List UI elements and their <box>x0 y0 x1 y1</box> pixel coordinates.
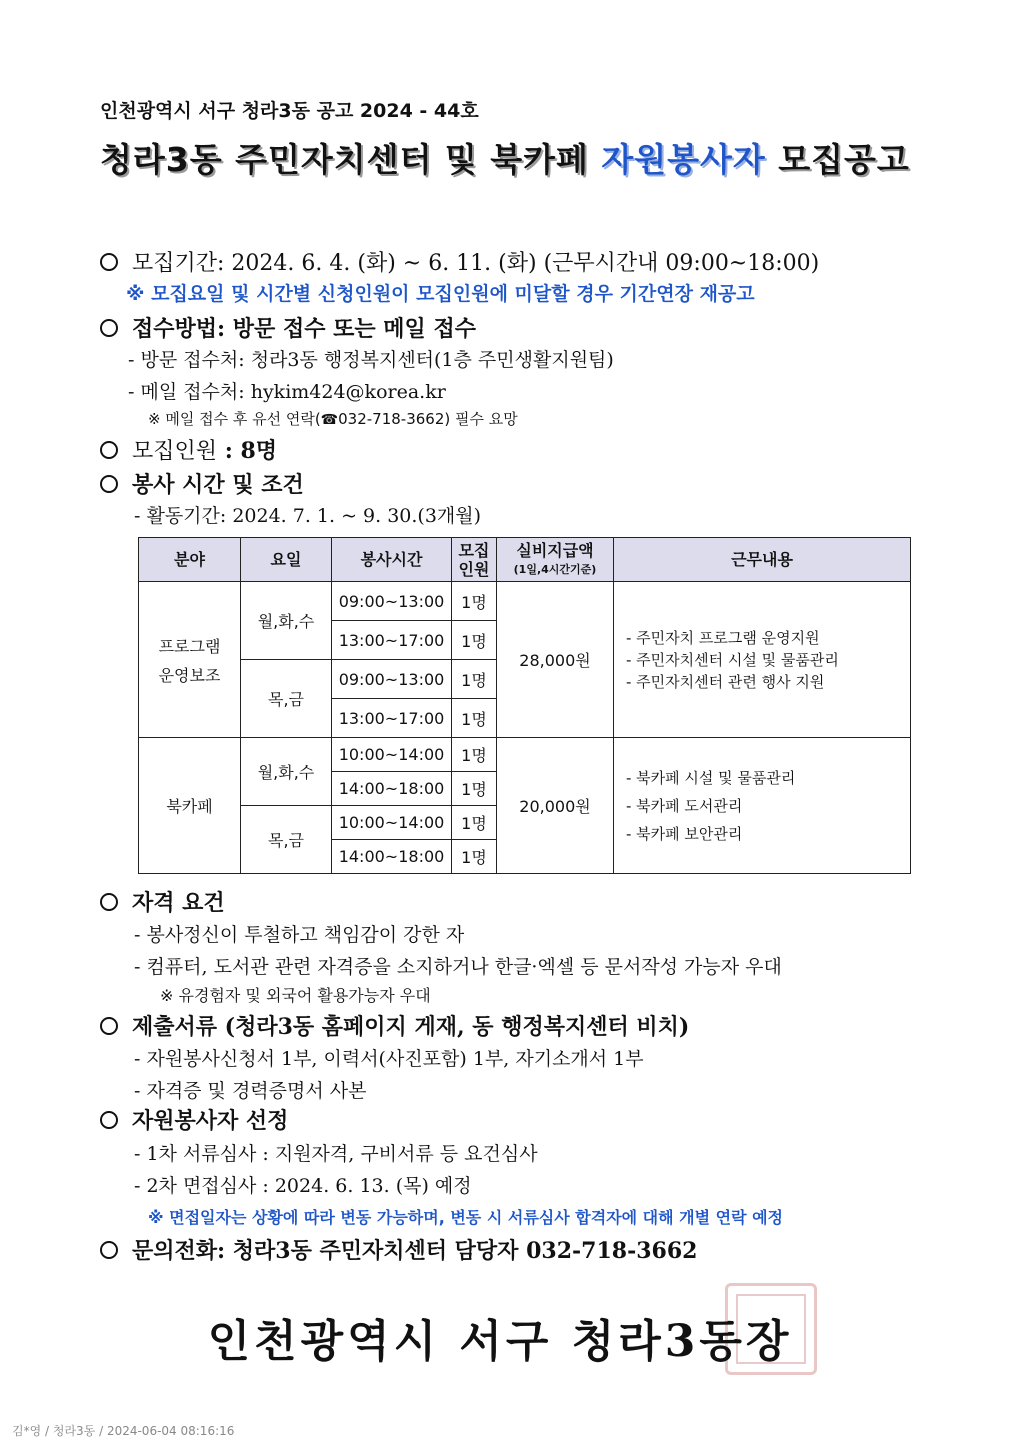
count-cell: 1명 <box>452 660 497 699</box>
count-cell: 1명 <box>452 699 497 738</box>
time-cell: 14:00~18:00 <box>332 840 452 874</box>
print-footer: 김*영 / 청라3동 / 2024-06-04 08:16:16 <box>12 1424 235 1438</box>
header-count-line2: 인원 <box>458 559 490 579</box>
count-cell: 1명 <box>452 840 497 874</box>
page-title <box>100 134 910 181</box>
qualification-item: - 컴퓨터, 도서관 관련 자격증을 소지하거나 한글·엑셀 등 문서작성 가능자 우대 <box>134 956 782 978</box>
method-visit: - 방문 접수처: 청라3동 행정복지센터(1층 주민생활지원팀) <box>128 349 614 371</box>
time-cell: 13:00~17:00 <box>332 699 452 738</box>
documents-item: - 자격증 및 경력증명서 사본 <box>134 1080 367 1102</box>
header-day: 요일 <box>241 538 332 582</box>
count-cell: 1명 <box>452 621 497 660</box>
header-duty: 근무내용 <box>614 538 911 582</box>
field-bookcafe: 북카페 <box>139 738 241 874</box>
field-program-line1: 프로그램 <box>158 636 221 656</box>
time-cell: 13:00~17:00 <box>332 621 452 660</box>
contact-heading: 문의전화: 청라3동 주민자치센터 담당자 032-718-3662 <box>132 1238 698 1264</box>
duty-item: - 주민자치센터 시설 및 물품관리 <box>626 650 839 669</box>
time-cell: 10:00~14:00 <box>332 806 452 840</box>
method-heading: 접수방법: 방문 접수 또는 메일 접수 <box>132 316 476 342</box>
schedule-table <box>138 537 911 874</box>
day-cell: 목,금 <box>241 806 332 874</box>
time-cell: 14:00~18:00 <box>332 772 452 806</box>
duty-cell <box>614 582 911 738</box>
section-selection <box>100 1104 288 1135</box>
pay-cell: 28,000원 <box>497 582 614 738</box>
circle-bullet-icon <box>100 1111 118 1129</box>
table-row <box>139 738 911 772</box>
header-pay-line2: (1일,4시간기준) <box>513 562 597 576</box>
activity-period: - 활동기간: 2024. 7. 1. ~ 9. 30.(3개월) <box>134 505 482 527</box>
field-program-line2: 운영보조 <box>158 665 221 685</box>
period-note: ※ 모집요일 및 시간별 신청인원이 모집인원에 미달할 경우 기간연장 재공고 <box>126 283 755 305</box>
time-cell: 10:00~14:00 <box>332 738 452 772</box>
circle-bullet-icon <box>100 253 118 271</box>
section-conditions <box>100 468 304 499</box>
qualification-note: ※ 유경험자 및 외국어 활용가능자 우대 <box>160 986 431 1005</box>
conditions-heading: 봉사 시간 및 조건 <box>132 472 304 498</box>
method-note <box>148 408 518 429</box>
count-cell: 1명 <box>452 806 497 840</box>
section-recruit <box>100 434 277 465</box>
recruit-label: 모집인원 <box>132 439 218 464</box>
qualification-heading: 자격 요건 <box>132 890 225 916</box>
selection-item: - 2차 면접심사 : 2024. 6. 13. (목) 예정 <box>134 1175 472 1197</box>
section-qualification <box>100 886 225 917</box>
qualification-item: - 봉사정신이 투철하고 책임감이 강한 자 <box>134 924 465 946</box>
method-note-text: ※ 메일 접수 후 유선 연락( <box>148 410 321 428</box>
pay-cell: 20,000원 <box>497 738 614 874</box>
method-mail: - 메일 접수처: hykim424@korea.kr <box>128 381 446 403</box>
table-header-row <box>139 538 911 582</box>
day-cell: 목,금 <box>241 660 332 738</box>
selection-item: - 1차 서류심사 : 지원자격, 구비서류 등 요건심사 <box>134 1143 538 1165</box>
period-value: : 2024. 6. 4. (화) ~ 6. 11. (화) (근무시간내 09:00~18:00) <box>217 251 820 276</box>
circle-bullet-icon <box>100 441 118 459</box>
duty-item: - 북카페 보안관리 <box>626 824 743 843</box>
title-highlight: 자원봉사자 <box>601 140 766 179</box>
count-cell: 1명 <box>452 738 497 772</box>
phone-icon: ☎ <box>320 412 339 428</box>
duty-item: - 주민자치 프로그램 운영지원 <box>626 628 820 647</box>
header-pay-line1: 실비지급액 <box>516 540 594 560</box>
header-field: 분야 <box>139 538 241 582</box>
header-pay <box>497 538 614 582</box>
day-cell: 월,화,수 <box>241 582 332 660</box>
field-program <box>139 582 241 738</box>
selection-heading: 자원봉사자 선정 <box>132 1108 289 1134</box>
circle-bullet-icon <box>100 475 118 493</box>
header-count-line1: 모집 <box>458 540 490 560</box>
count-cell: 1명 <box>452 772 497 806</box>
duty-item: - 북카페 시설 및 물품관리 <box>626 768 796 787</box>
notice-number: 인천광역시 서구 청라3동 공고 2024 - 44호 <box>100 100 479 122</box>
duty-cell <box>614 738 911 874</box>
documents-heading: 제출서류 (청라3동 홈페이지 게재, 동 행정복지센터 비치) <box>132 1014 690 1040</box>
recruit-value: : 8명 <box>224 438 278 464</box>
method-note-phone: 032-718-3662) 필수 요망 <box>338 410 518 428</box>
documents-item: - 자원봉사신청서 1부, 이력서(사진포함) 1부, 자기소개서 1부 <box>134 1048 644 1070</box>
title-text: 청라3동 주민자치센터 및 북카페 <box>100 140 602 179</box>
selection-note: ※ 면접일자는 상황에 따라 변동 가능하며, 변동 시 서류심사 합격자에 대해 개별 연락 예정 <box>148 1208 784 1227</box>
circle-bullet-icon <box>100 893 118 911</box>
circle-bullet-icon <box>100 1241 118 1259</box>
count-cell: 1명 <box>452 582 497 621</box>
section-method <box>100 312 476 343</box>
duty-item: - 북카페 도서관리 <box>626 796 743 815</box>
section-documents <box>100 1010 689 1041</box>
time-cell: 09:00~13:00 <box>332 582 452 621</box>
day-cell: 월,화,수 <box>241 738 332 806</box>
table-row <box>139 582 911 621</box>
issuer-signature: 인천광역시 서구 청라3동장 <box>207 1316 793 1367</box>
header-count <box>452 538 497 582</box>
circle-bullet-icon <box>100 319 118 337</box>
time-cell: 09:00~13:00 <box>332 660 452 699</box>
title-suffix: 모집공고 <box>765 140 910 179</box>
section-contact <box>100 1234 697 1265</box>
duty-item: - 주민자치센터 관련 행사 지원 <box>626 672 825 691</box>
circle-bullet-icon <box>100 1017 118 1035</box>
period-label: 모집기간 <box>132 251 218 276</box>
section-period <box>100 246 819 277</box>
header-time: 봉사시간 <box>332 538 452 582</box>
